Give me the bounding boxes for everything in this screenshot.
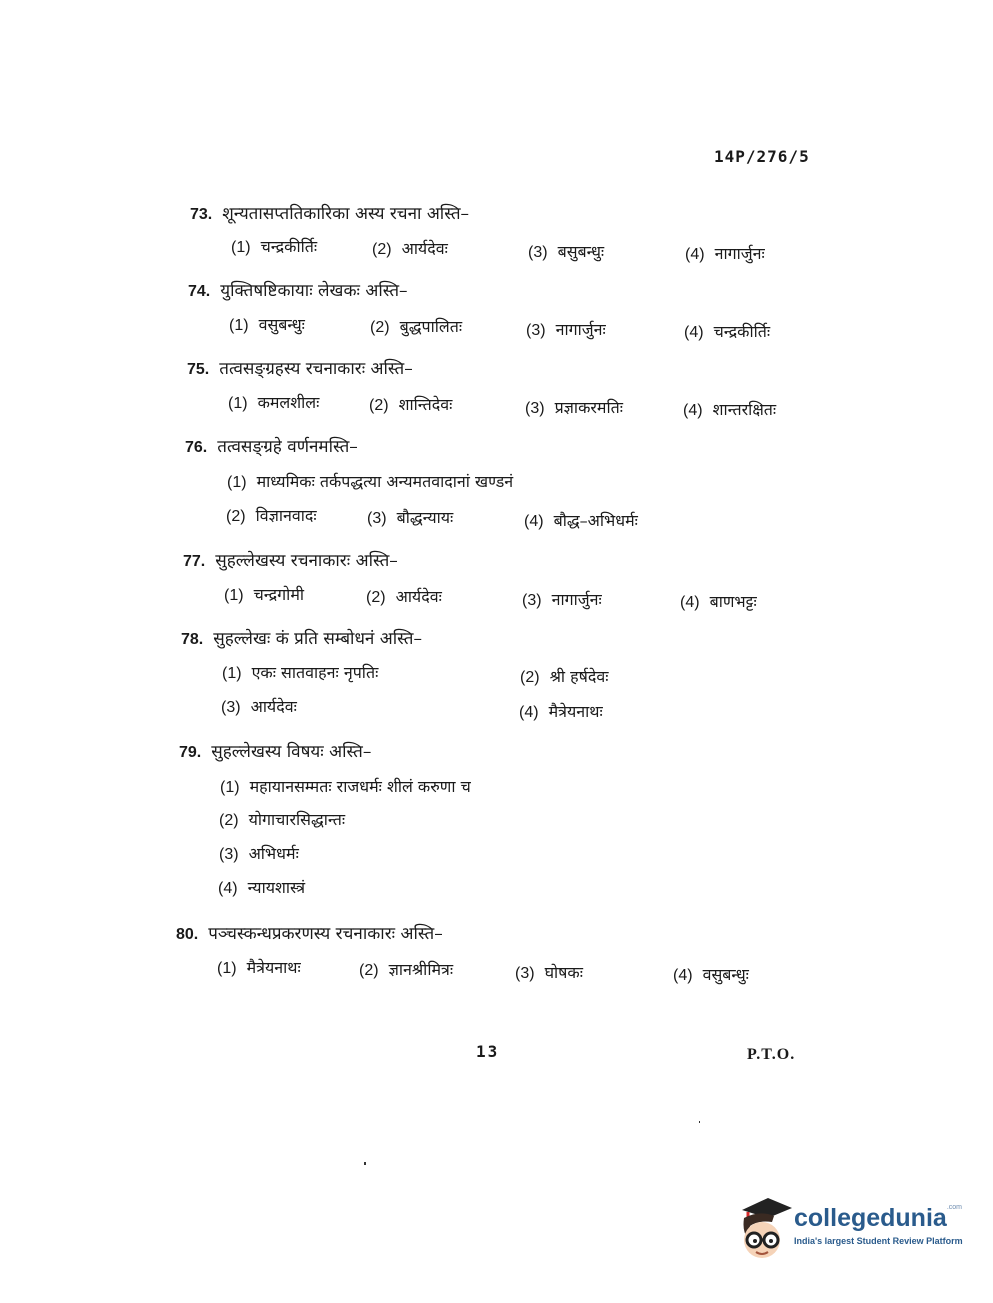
option-number: (4) [524,513,544,530]
question-number: 78. [181,631,204,648]
option-4[interactable] [673,963,749,985]
option-text: घोषकः [544,963,583,982]
option-4[interactable] [683,398,776,420]
option-number: (4) [218,880,238,897]
option-4[interactable] [519,700,603,722]
question-text: शून्यतासप्ततिकारिका अस्य रचना अस्ति– [222,204,470,224]
question-text: सुहल्लेखस्य रचनाकारः अस्ति– [215,551,398,571]
option-4[interactable] [680,590,757,612]
option-number: (3) [522,592,542,609]
option-text: न्यायशास्त्रं [247,878,306,897]
option-text: एकः सातवाहनः नृपतिः [251,663,379,682]
option-text: बौद्ध–अभिधर्मः [553,511,638,530]
option-number: (2) [219,812,239,829]
option-3[interactable] [221,695,297,717]
option-4[interactable] [524,509,638,531]
option-text: मैत्रेयनाथः [246,958,301,977]
option-text: ज्ञानश्रीमित्रः [388,960,454,979]
option-3[interactable] [515,961,583,983]
option-1[interactable] [217,956,301,978]
option-1[interactable] [228,391,319,413]
option-3[interactable] [219,842,299,864]
question-stem [176,921,443,944]
brand-suffix: .com [946,1204,962,1211]
option-2[interactable] [369,393,452,415]
question-text: पञ्चस्कन्धप्रकरणस्य रचनाकारः अस्ति– [208,924,443,944]
option-4[interactable] [218,876,305,898]
option-number: (2) [369,397,389,414]
option-number: (1) [220,779,240,796]
question-stem [188,278,408,301]
option-2[interactable] [366,585,442,607]
option-number: (1) [227,474,247,491]
scan-speck [699,1121,700,1123]
option-text: चन्द्रगोमी [253,585,305,604]
option-number: (4) [673,967,693,984]
option-number: (3) [525,400,545,417]
option-text: बाणभट्टः [709,592,757,611]
option-number: (1) [217,960,237,977]
option-3[interactable] [367,506,453,528]
question-text: तत्वसङ्ग्रहस्य रचनाकारः अस्ति– [219,359,413,379]
option-text: विज्ञानवादः [255,506,317,525]
option-number: (3) [515,965,535,982]
option-text: नागार्जुनः [555,320,606,339]
option-text: कमलशीलः [257,393,320,412]
option-number: (3) [528,244,548,261]
option-number: (4) [685,246,705,263]
option-number: (1) [229,317,249,334]
option-number: (3) [526,322,546,339]
option-2[interactable] [226,504,317,526]
option-text: वसुबन्धुः [702,965,749,984]
scan-speck [364,1162,366,1165]
option-text: आर्यदेवः [250,697,297,716]
option-text: चन्द्रकीर्तिः [260,237,318,256]
option-text: चन्द्रकीर्तिः [713,322,771,341]
option-text: बुद्धपालितः [399,317,463,336]
option-text: बौद्धन्यायः [396,508,454,527]
brand-tagline: India's largest Student Review Platform [794,1236,963,1246]
option-number: (1) [222,665,242,682]
option-number: (1) [228,395,248,412]
option-number: (4) [680,594,700,611]
question-number: 75. [187,361,210,378]
option-1[interactable] [222,661,378,683]
question-text: सुहल्लेखः कं प्रति सम्बोधनं अस्ति– [213,629,422,649]
option-text: आर्यदेवः [395,587,442,606]
option-text: मैत्रेयनाथः [548,702,603,721]
option-text: महायानसम्मतः राजधर्मः शीलं करुणा च [249,777,471,796]
question-number: 77. [183,553,206,570]
option-number: (2) [372,241,392,258]
option-2[interactable] [359,958,453,980]
question-number: 73. [190,206,213,223]
question-stem [190,201,469,224]
option-3[interactable] [525,396,623,418]
option-text: नागार्जुनः [551,590,602,609]
option-text: अभिधर्मः [248,844,299,863]
option-1[interactable] [220,775,471,797]
paper-code: 14P/276/5 [714,147,810,166]
option-3[interactable] [526,318,606,340]
question-stem [179,739,371,762]
option-number: (2) [520,669,540,686]
option-text: प्रज्ञाकरमतिः [554,398,623,417]
question-text: युक्तिषष्टिकायाः लेखकः अस्ति– [220,281,408,301]
option-4[interactable] [685,242,765,264]
option-number: (3) [221,699,241,716]
option-text: योगाचारसिद्धान्तः [248,810,346,829]
option-text: वसुबन्धुः [258,315,305,334]
option-number: (2) [366,589,386,606]
mascot-icon [738,1196,792,1264]
option-2[interactable] [372,237,448,259]
option-text: शान्तिदेवः [398,395,453,414]
option-3[interactable] [522,588,602,610]
option-1[interactable] [224,583,304,605]
option-number: (3) [219,846,239,863]
option-number: (4) [684,324,704,341]
option-number: (2) [226,508,246,525]
question-stem [187,356,413,379]
option-text: शान्तरक्षितः [712,400,777,419]
option-4[interactable] [684,320,770,342]
question-text: तत्वसङ्ग्रहे वर्णनमस्ति– [217,437,358,457]
option-text: माध्यमिकः तर्कपद्धत्या अन्यमतवादानां खण्डनं [256,472,514,491]
option-number: (3) [367,510,387,527]
question-text: सुहल्लेखस्य विषयः अस्ति– [211,742,372,762]
collegedunia-logo [738,1196,968,1268]
option-1[interactable] [227,470,513,492]
question-number: 80. [176,926,199,943]
question-stem [185,434,358,457]
option-number: (2) [370,319,390,336]
option-number: (1) [224,587,244,604]
question-number: 76. [185,439,208,456]
option-number: (4) [683,402,703,419]
option-2[interactable] [219,808,345,830]
option-text: बसुबन्धुः [557,242,605,261]
question-number: 79. [179,744,202,761]
option-3[interactable] [528,240,604,262]
option-2[interactable] [370,315,462,337]
question-stem [183,548,398,571]
option-text: श्री हर्षदेवः [549,667,609,686]
pto-label: P.T.O. [747,1046,796,1063]
option-number: (4) [519,704,539,721]
question-stem [181,626,422,649]
option-number: (1) [231,239,251,256]
question-number: 74. [188,283,211,300]
option-1[interactable] [231,235,317,257]
option-text: आर्यदेवः [401,239,448,258]
brand-name: collegedunia$^{.com}$ [794,1204,962,1232]
option-text: नागार्जुनः [714,244,765,263]
option-number: (2) [359,962,379,979]
page-number: 13 [476,1042,500,1061]
option-1[interactable] [229,313,305,335]
option-2[interactable] [520,665,609,687]
